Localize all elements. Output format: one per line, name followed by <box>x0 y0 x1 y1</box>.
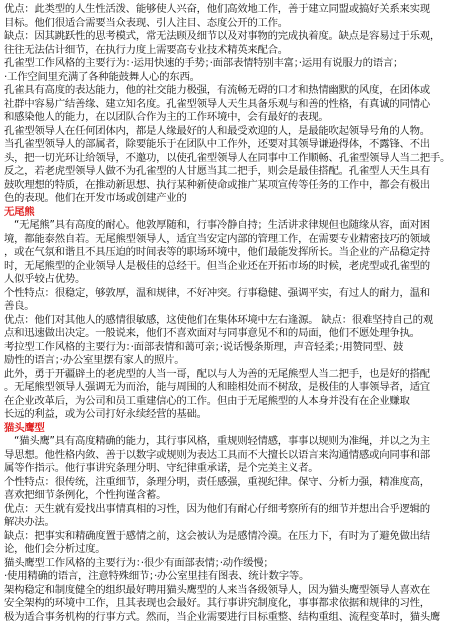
text-line: 点和迅速做出决定。一般说来，他们不喜欢面对与同事意见不和的局面，他们不愿处理争执。 <box>4 327 470 341</box>
text-line: 优点：天生就有爱找出事情真相的习性，因为他们有耐心仔细考察所有的细节并想出合乎逻辑的 <box>4 503 470 517</box>
text-line: 在企业改革后，为公司和员工重建信心的工作。但由于无尾熊型的人本身并没有在企业赚取 <box>4 395 470 409</box>
text-line: 。无尾熊型领导人强调无为而治，能与周围的人和睦相处而不树敌，是极佳的人事领导者，适宜 <box>4 381 470 395</box>
text-line: 个性特点：很传统，注重细节，条理分明，责任感强，重视纪律。保守、分析力强，精准度高， <box>4 476 470 490</box>
text-line: ·工作空间里充满了各种能鼓舞人心的东西。 <box>4 71 470 85</box>
text-line: 时，无尾熊型的企业领导人是极佳的总经干。但当企业还在开拓市场的时候，老虎型或孔雀型的 <box>4 260 470 274</box>
text-line: 励性的语言；·办公室里摆有家人的照片。 <box>4 354 470 368</box>
text-line: 优点：他们对其他人的感情很敏感，这使他们在集体环境中左右逢源。 缺点：很难坚持自己的观 <box>4 314 470 328</box>
text-line: “无尾熊”具有高度的耐心。他敦厚随和，行事冷静自持；生活讲求律规但也随缘从容，面对困 <box>4 219 470 233</box>
text-line: 孔雀具有高度的表达能力，他的社交能力极强，有流畅无碍的口才和热情幽默的风度，在团体或 <box>4 84 470 98</box>
text-line: 此外，勇于开疆辟土的老虎型的人当一哥，配以与人为善的无尾熊型人当二把手，也是好的搭配 <box>4 368 470 382</box>
text-line: 架构稳定和制度健全的组织最好聘用猫头鹰型的人来当各级领导人，因为猫头鹰型领导人喜欢在 <box>4 584 470 598</box>
text-line: 和感染他人的能力，在以团队合作为主的工作环境中，会有最好的表现。 <box>4 111 470 125</box>
text-line: 喜欢把细节条例化，个性拘谨含蓄。 <box>4 489 470 503</box>
text-line: 安全架构的环境中工作，且其表现也会最好。其行事讲究制度化，事事都求依据和规律的习性， <box>4 597 470 611</box>
text-line: 导思想。他性格内敛、善于以数字或规则为表达工具而不大擅长以语言来沟通情感或向同事和部 <box>4 449 470 463</box>
text-line: 解决办法。 <box>4 516 470 530</box>
text-line: 缺点：因其跳跃性的思考模式，常无法顾及细节以及对事物的完成执着度。缺点是容易过于乐观， <box>4 30 470 44</box>
text-line: 优点：此类型的人生性活泼、能够使人兴奋，他们高效地工作，善于建立同盟或搞好关系来实现 <box>4 3 470 17</box>
text-line: 孔雀型领导人在任何团体内，都是人缘最好的人和最受欢迎的人，是最能吹起领导号角的人物。 <box>4 125 470 139</box>
text-line: 善良。 <box>4 300 470 314</box>
section-heading-owl: 猫头鹰型 <box>4 422 470 436</box>
text-line: 考拉型工作风格的主要行为：·面部表情和蔼可亲；·说话慢条斯理，声音轻柔；·用赞同型、鼓 <box>4 341 470 355</box>
text-line: 头，把一切光环让给领导，不邀功，以使孔雀型领导人在同事中工作顺畅、孔雀型领导人当二把手。 <box>4 152 470 166</box>
text-line: 反之，若老虎型领导人做不为孔雀型的人甘愿当其二把手，则会是最佳搭配。孔雀型人天生具有 <box>4 165 470 179</box>
text-line: 孔雀型工作风格的主要行为：·运用快速的手势；·面部表情特别丰富；·运用有说服力的语言； <box>4 57 470 71</box>
text-line: 猫头鹰型工作风格的主要行为：·很少有面部表情；·动作缓慢； <box>4 557 470 571</box>
text-line: 论，他们会分析过度。 <box>4 543 470 557</box>
text-line: ，或在气氛和谐且不具压迫的时间表等的职场环境中，他们最能发挥所长。当企业的产品稳定持 <box>4 246 470 260</box>
text-line: 个性特点：很稳定，够敦厚，温和规律，不好冲突。行事稳健、强调平实，有过人的耐力，温和 <box>4 287 470 301</box>
text-line: 极为适合事务机构的行事方式。然而，当企业需要进行目标重整、结构重组、流程变革时，猫头鹰 <box>4 611 470 624</box>
text-line: 色的表现。他们在开发市场或创建产业的 <box>4 192 470 206</box>
section-heading-koala: 无尾熊 <box>4 206 470 220</box>
text-line: 目标。他们很适合需要当众表现、引人注目、态度公开的工作。 <box>4 17 470 31</box>
text-line: 人似乎较占优势。 <box>4 273 470 287</box>
text-line: 缺点：把事实和精确度置于感情之前，这会被认为是感情冷漠。在压力下，有时为了避免做出结 <box>4 530 470 544</box>
text-line: ·使用精确的语言，注意特殊细节；·办公室里挂有图表、统计数字等。 <box>4 570 470 584</box>
text-line: 社群中容易广结善缘、建立知名度。孔雀型领导人天生具备乐观与和善的性格，有真诚的同情心 <box>4 98 470 112</box>
text-line: 往往无法估计细节，在执行力度上需要高专业技术精英来配合。 <box>4 44 470 58</box>
text-line: 属等作指示。他行事讲究条理分明、守纪律重承诺，是个完美主义者。 <box>4 462 470 476</box>
text-line: 当孔雀型领导人的部属者，除要能乐于在团队中工作外，还要对其领导谦逊得体，不露锋、不出 <box>4 138 470 152</box>
text-line: 境，都能泰然自若。无尾熊型领导人，适宜当安定内部的管理工作，在需要专业精密技巧的领域 <box>4 233 470 247</box>
text-line: 长远的利益，或为公司打好永续经营的基础。 <box>4 408 470 422</box>
text-line: 鼓吹理想的特质，在推动新思想、执行某种新使命或推广某项宣传等任务的工作中，都会有极出 <box>4 179 470 193</box>
text-line: “猫头鹰”具有高度精确的能力，其行事风格，重规则轻情感，事事以规则为准绳，并以之为主 <box>4 435 470 449</box>
